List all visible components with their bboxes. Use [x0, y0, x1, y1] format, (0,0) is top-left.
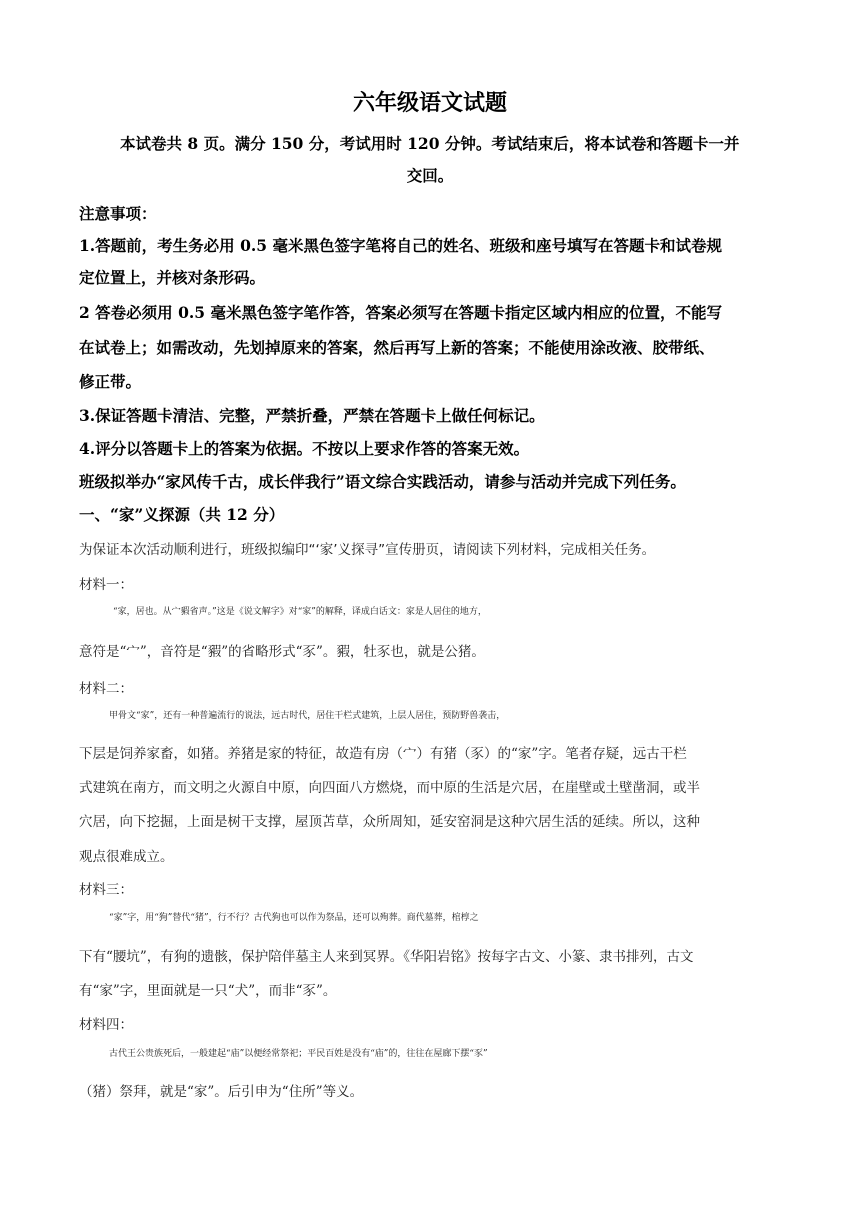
material-2-line-5: 观点很难成立。	[79, 849, 174, 865]
section-1-heading: 一、“家”义探源（共 12 分）	[79, 505, 285, 524]
notes-heading: 注意事项：	[79, 204, 157, 223]
material-2-line-1: 甲骨文“家”，还有一种普遍流行的说法，远古时代，居住干栏式建筑，上层人居住，预防野兽袭击，	[109, 711, 506, 721]
intro-line-1: 本试卷共 8 页。满分 150 分，考试用时 120 分钟。考试结束后，将本试卷和答题卡一并	[120, 134, 740, 153]
section-1-prompt: 为保证本次活动顺利进行，班级拟编印“‘家’义探寻”宣传册页，请阅读下列材料，完成相关任务。	[79, 542, 656, 558]
material-3-line-3: 有“家”字，里面就是一只“犬”，而非“豕”。	[79, 983, 337, 999]
material-3-line-1: “家”字，用“狗”替代“猪”，行不行？古代狗也可以作为祭品，还可以殉葬。商代墓葬，棺椁之	[109, 913, 479, 923]
material-4-label: 材料四：	[79, 1017, 133, 1033]
note-1-line-2: 定位置上，并核对条形码。	[79, 268, 266, 287]
material-3-label: 材料三：	[79, 882, 133, 898]
material-1-line-2: 意符是“宀”，音符是“豭”的省略形式“豕”。豭，牡豕也，就是公猪。	[79, 644, 485, 660]
note-1-line-1: 1.答题前，考生务必用 0.5 毫米黑色签字笔将自己的姓名、班级和座号填写在答题卡和试卷规	[79, 236, 722, 255]
note-2-line-3: 修正带。	[79, 372, 142, 391]
note-2-line-2: 在试卷上；如需改动，先划掉原来的答案，然后再写上新的答案；不能使用涂改液、胶带纸、	[79, 338, 715, 357]
note-3: 3.保证答题卡清洁、完整，严禁折叠，严禁在答题卡上做任何标记。	[79, 406, 545, 425]
activity-intro: 班级拟举办“家风传千古，成长伴我行”语文综合实践活动，请参与活动并完成下列任务。	[79, 472, 686, 491]
note-4: 4.评分以答题卡上的答案为依据。不按以上要求作答的答案无效。	[79, 439, 530, 458]
material-4-line-2: （猪）祭拜，就是“家”。后引申为“住所”等义。	[79, 1084, 364, 1100]
material-1-line-1: “家，居也。从宀豭省声。”这是《说文解字》对“家”的解释，译成白话文：家是人居住的地方，	[113, 607, 487, 617]
note-2-line-1: 2 答卷必须用 0.5 毫米黑色签字笔作答，答案必须写在答题卡指定区域内相应的位置，不能写	[79, 303, 722, 322]
material-1-label: 材料一：	[79, 577, 133, 593]
material-2-line-3: 式建筑在南方，而文明之火源自中原，向四面八方燃烧，而中原的生活是穴居，在崖壁或土壁凿洞，或半	[79, 780, 700, 796]
material-2-line-4: 穴居，向下挖掘，上面是树干支撑，屋顶苫草，众所周知，延安窑洞是这种穴居生活的延续。所以，这种	[79, 814, 700, 830]
material-2-line-2: 下层是饲养家畜，如猪。养猪是家的特征，故造有房（宀）有猪（豕）的“家”字。笔者存疑，远古干栏	[79, 746, 687, 762]
material-3-line-2: 下有“腰坑”，有狗的遗骸，保护陪伴墓主人来到冥界。《华阳岩铭》按每字古文、小篆、隶书排列，古文	[79, 949, 694, 965]
material-2-label: 材料二：	[79, 681, 133, 697]
page-title: 六年级语文试题	[352, 90, 507, 116]
material-4-line-1: 古代王公贵族死后，一般建起“庙”以便经常祭祀；平民百姓是没有“庙”的，往往在屋廊下摆“豕”	[109, 1049, 488, 1059]
intro-line-2: 交回。	[406, 166, 454, 185]
